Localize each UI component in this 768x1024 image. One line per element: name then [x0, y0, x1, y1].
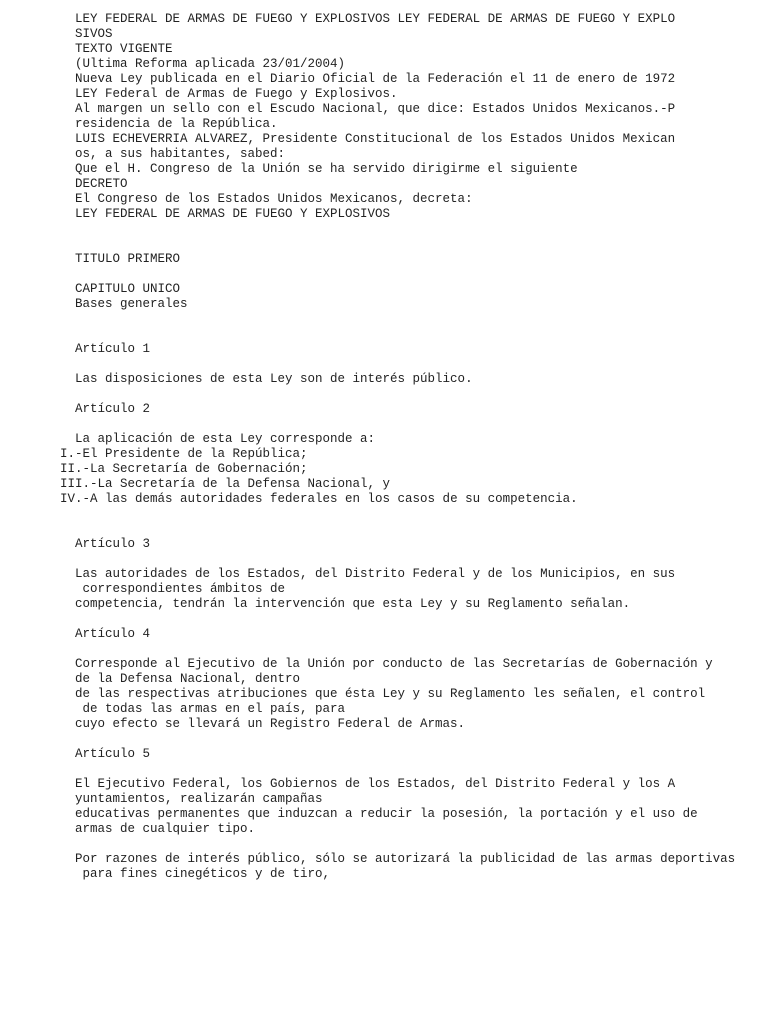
article-5-heading: Artículo 5: [75, 747, 151, 761]
article-3-line: Las autoridades de los Estados, del Distrito Federal y de los Municipios, en sus: [75, 567, 676, 581]
article-3-line: correspondientes ámbitos de: [75, 582, 286, 596]
article-4-line: de la Defensa Nacional, dentro: [75, 672, 301, 686]
preamble-line: LEY FEDERAL DE ARMAS DE FUEGO Y EXPLOSIVOS: [75, 207, 391, 221]
article-4-line: de las respectivas atribuciones que ésta Ley y su Reglamento les señalen, el control: [75, 687, 706, 701]
article-4-line: cuyo efecto se llevará un Registro Federal de Armas.: [75, 717, 466, 731]
article-2-item: IV.-A las demás autoridades federales en los casos de su competencia.: [60, 492, 578, 506]
preamble-line: Al margen un sello con el Escudo Nacional, que dice: Estados Unidos Mexicanos.-P: [75, 102, 676, 116]
article-5-line: para fines cinegéticos y de tiro,: [75, 867, 331, 881]
article-2-item: I.-El Presidente de la República;: [60, 447, 308, 461]
article-4-line: de todas las armas en el país, para: [75, 702, 346, 716]
document-body: [60, 12, 755, 882]
article-2-heading: Artículo 2: [75, 402, 151, 416]
article-2-item: III.-La Secretaría de la Defensa Nacional, y: [60, 477, 391, 491]
article-2-intro: La aplicación de esta Ley corresponde a:: [75, 432, 376, 446]
preamble-line: LUIS ECHEVERRIA ALVAREZ, Presidente Constitucional de los Estados Unidos Mexican: [75, 132, 676, 146]
capitulo-heading: CAPITULO UNICO: [75, 282, 181, 296]
preamble-line: os, a sus habitantes, sabed:: [75, 147, 286, 161]
preamble-line: LEY Federal de Armas de Fuego y Explosivos.: [75, 87, 398, 101]
article-1-heading: Artículo 1: [75, 342, 151, 356]
article-5-line: El Ejecutivo Federal, los Gobiernos de los Estados, del Distrito Federal y los A: [75, 777, 676, 791]
article-5-line: armas de cualquier tipo.: [75, 822, 256, 836]
reform-date: (Ultima Reforma aplicada 23/01/2004): [75, 57, 346, 71]
titulo-heading: TITULO PRIMERO: [75, 252, 181, 266]
article-5-line: yuntamientos, realizarán campañas: [75, 792, 323, 806]
preamble-line: DECRETO: [75, 177, 128, 191]
preamble-line: El Congreso de los Estados Unidos Mexicanos, decreta:: [75, 192, 473, 206]
preamble-line: Que el H. Congreso de la Unión se ha servido dirigirme el siguiente: [75, 162, 578, 176]
preamble-line: residencia de la República.: [75, 117, 278, 131]
preamble-line: Nueva Ley publicada en el Diario Oficial de la Federación el 11 de enero de 1972: [75, 72, 676, 86]
article-5-line: Por razones de interés público, sólo se autorizará la publicidad de las armas deportivas: [75, 852, 736, 866]
article-5-line: educativas permanentes que induzcan a reducir la posesión, la portación y el uso de: [75, 807, 698, 821]
status-text: TEXTO VIGENTE: [75, 42, 173, 56]
doc-title-line2: SIVOS: [75, 27, 113, 41]
doc-title-line1: LEY FEDERAL DE ARMAS DE FUEGO Y EXPLOSIVOS LEY FEDERAL DE ARMAS DE FUEGO Y EXPLO: [75, 12, 676, 26]
article-3-line: competencia, tendrán la intervención que esta Ley y su Reglamento señalan.: [75, 597, 631, 611]
article-4-line: Corresponde al Ejecutivo de la Unión por conducto de las Secretarías de Gobernación y: [75, 657, 713, 671]
article-4-heading: Artículo 4: [75, 627, 151, 641]
article-3-heading: Artículo 3: [75, 537, 151, 551]
article-1-text: Las disposiciones de esta Ley son de interés público.: [75, 372, 473, 386]
article-2-item: II.-La Secretaría de Gobernación;: [60, 462, 308, 476]
capitulo-subtitle: Bases generales: [75, 297, 188, 311]
